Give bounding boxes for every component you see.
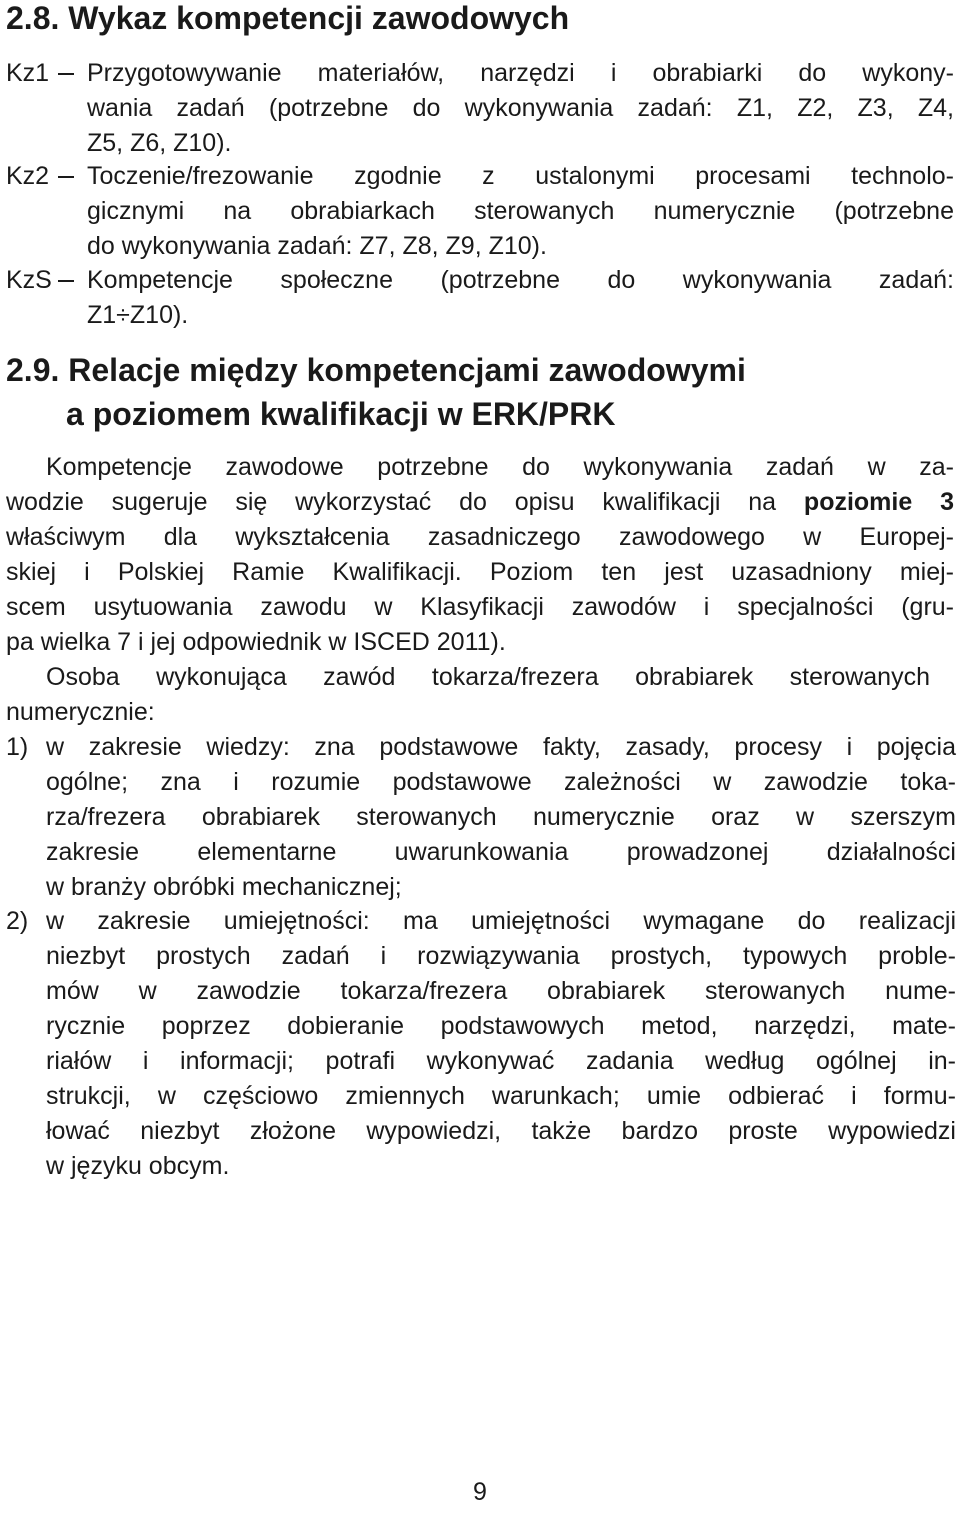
- text-line: riałów i informacji; potrafi wykonywać zadania według ogólnej in-: [46, 1047, 956, 1075]
- text-line: scem usytuowania zawodu w Klasyfikacji zawodów i specjalności (gru-: [6, 593, 954, 621]
- text-line: właściwym dla wykształcenia zasadniczego zawodowego w Europej-: [6, 523, 954, 551]
- page-number: 9: [473, 1478, 487, 1506]
- text-line: w zakresie umiejętności: ma umiejętności wymagane do realizacji: [46, 907, 956, 935]
- bold-level-text: poziomie 3: [803, 488, 954, 516]
- text-line: Kompetencje zawodowe potrzebne do wykonywania zadań w za-: [46, 453, 954, 481]
- text-line: wania zadań (potrzebne do wykonywania zadań: Z1, Z2, Z3, Z4,: [87, 94, 954, 122]
- text-line: Kompetencje społeczne (potrzebne do wykonywania zadań:: [87, 266, 954, 294]
- text-line: [6, 487, 954, 517]
- text-line: skiej i Polskiej Ramie Kwalifikacji. Poziom ten jest uzasadniony miej-: [6, 558, 954, 586]
- text-line: Z5, Z6, Z10).: [87, 129, 232, 157]
- section-number: 2.9.: [6, 352, 60, 388]
- section-heading-line-1: [6, 352, 746, 388]
- section-2-8-heading: [6, 0, 569, 36]
- em-dash: [58, 176, 74, 178]
- text-run: wodzie sugeruje się wykorzystać do opisu kwalifikacji na: [6, 488, 804, 516]
- section-title: Wykaz kompetencji zawodowych: [68, 0, 570, 36]
- text-line: rza/frezera obrabiarek sterowanych numerycznie oraz w szerszym: [46, 803, 956, 831]
- text-line: Toczenie/frezowanie zgodnie z ustalonymi procesami technolo-: [87, 162, 954, 190]
- competence-code: KzS: [6, 266, 52, 294]
- text-line: pa wielka 7 i jej odpowiednik w ISCED 2011).: [6, 628, 506, 656]
- text-line: łować niezbyt złożone wypowiedzi, także bardzo proste wypowiedzi: [46, 1117, 956, 1145]
- text-line: numerycznie:: [6, 698, 155, 726]
- list-marker: 2): [6, 907, 29, 935]
- text-line: w zakresie wiedzy: zna podstawowe fakty, zasady, procesy i pojęcia: [46, 733, 956, 761]
- section-number: 2.8.: [6, 0, 60, 36]
- text-line: ogólne; zna i rozumie podstawowe zależności w zawodzie toka-: [46, 768, 956, 796]
- text-line: Z1÷Z10).: [87, 301, 189, 329]
- section-title: Relacje między kompetencjami zawodowymi: [68, 352, 746, 388]
- text-line: zakresie elementarne uwarunkowania prowadzonej działalności: [46, 838, 956, 866]
- em-dash: [58, 73, 74, 75]
- text-line: Przygotowywanie materiałów, narzędzi i obrabiarki do wykony-: [87, 59, 954, 87]
- text-line: strukcji, w częściowo zmiennych warunkach; umie odbierać i formu-: [46, 1082, 956, 1110]
- text-line: mów w zawodzie tokarza/frezera obrabiarek sterowanych nume-: [46, 977, 956, 1005]
- em-dash: [58, 280, 74, 282]
- competence-code: Kz2: [6, 162, 50, 190]
- text-line: gicznymi na obrabiarkach sterowanych numerycznie (potrzebne: [87, 197, 954, 225]
- text-line: Osoba wykonująca zawód tokarza/frezera obrabiarek sterowanych: [46, 663, 930, 691]
- text-line: do wykonywania zadań: Z7, Z8, Z9, Z10).: [87, 232, 547, 260]
- text-line: rycznie poprzez dobieranie podstawowych metod, narzędzi, mate-: [46, 1012, 956, 1040]
- list-marker: 1): [6, 733, 29, 761]
- text-line: w języku obcym.: [46, 1152, 230, 1180]
- section-heading-line-2: a poziomem kwalifikacji w ERK/PRK: [66, 396, 616, 432]
- text-line: niezbyt prostych zadań i rozwiązywania prostych, typowych proble-: [46, 942, 956, 970]
- text-line: w branży obróbki mechanicznej;: [46, 873, 402, 901]
- competence-code: Kz1: [6, 59, 50, 87]
